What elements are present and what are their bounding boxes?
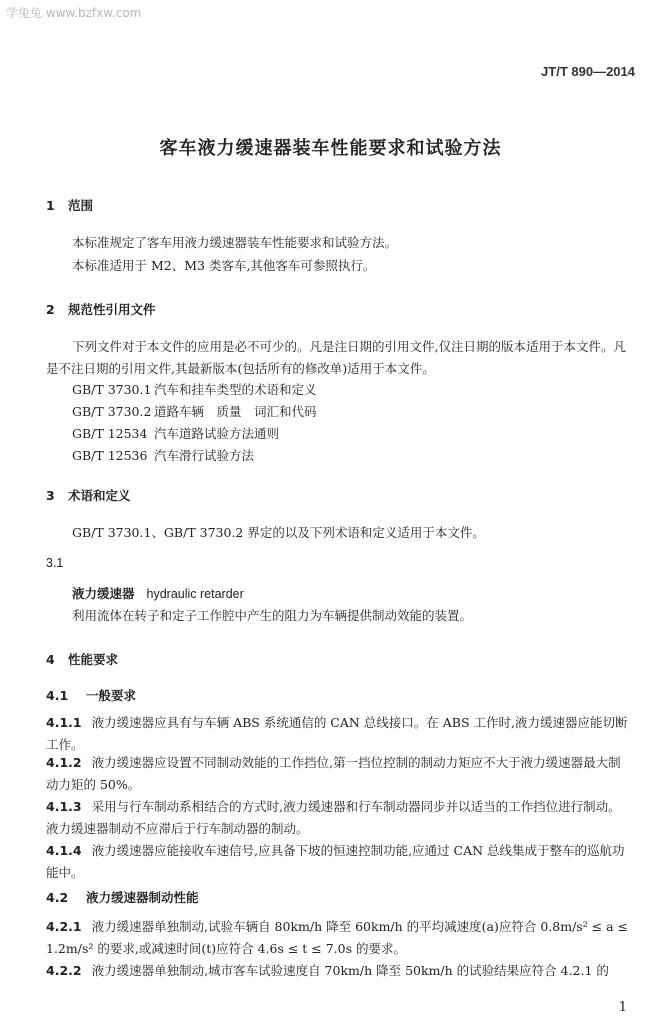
clause-text: 液力缓速器应设置不同制动效能的工作挡位,第一挡位控制的制动力矩应不大于液力缓速器最大制动力矩的 50%。 xyxy=(46,755,621,792)
clause-number: 4.1.3 xyxy=(46,799,82,814)
clause-text: 液力缓速器单独制动,城市客车试验速度自 70km/h 降至 50km/h 的试验结果应符合 4.2.1 的 xyxy=(91,963,609,978)
section-4-heading xyxy=(46,650,118,668)
clause-4-1-4 xyxy=(46,840,633,884)
reference-name: 汽车滑行试验方法 xyxy=(154,448,255,463)
section-number: 3 xyxy=(46,488,55,503)
watermark: 学兔兔 www.bzfxw.com xyxy=(6,6,142,20)
clause-4-1-3 xyxy=(46,796,633,840)
subclause-number: 3.1 xyxy=(46,556,64,570)
clause-4-2-1 xyxy=(46,916,633,960)
clause-text: 液力缓速器单独制动,试验车辆自 80km/h 降至 60km/h 的平均减速度(a)应符合 0.8m/s² ≤ a ≤ 1.2m/s² 的要求,或减速时间(t)应符合 4.6s ≤ t ≤ 7.0s 的要求。 xyxy=(46,919,629,956)
section-number: 2 xyxy=(46,302,55,317)
clause-number: 4.1.1 xyxy=(46,715,82,730)
section-number: 1 xyxy=(46,198,55,213)
page-title: 客车液力缓速器装车性能要求和试验方法 xyxy=(159,138,502,159)
reference-name: 道路车辆 质量 词汇和代码 xyxy=(154,404,317,419)
subsection-title: 一般要求 xyxy=(86,688,137,703)
reference-code: GB/T 3730.1 xyxy=(72,382,152,397)
term xyxy=(72,584,244,604)
clause-text: 液力缓速器应能接收车速信号,应具备下坡的恒速控制功能,应通过 CAN 总线集成于整车的巡航功能中。 xyxy=(46,843,625,880)
reference-name: 汽车道路试验方法通则 xyxy=(154,426,280,441)
reference-name: 汽车和挂车类型的术语和定义 xyxy=(154,382,317,397)
term-english: hydraulic retarder xyxy=(146,587,244,601)
clause-4-1-2 xyxy=(46,752,633,796)
section-title: 范围 xyxy=(68,198,94,213)
reference-item xyxy=(72,380,317,400)
reference-item xyxy=(72,402,317,422)
paragraph: GB/T 3730.1、GB/T 3730.2 界定的以及下列术语和定义适用于本文件。 xyxy=(72,525,485,540)
clause-text: 采用与行车制动系相结合的方式时,液力缓速器和行车制动器同步并以适当的工作挡位进行制动。液力缓速器制动不应滞后于行车制动器的制动。 xyxy=(46,799,621,836)
clause-number: 4.1.4 xyxy=(46,843,82,858)
subsection-title: 液力缓速器制动性能 xyxy=(86,890,199,905)
paragraph: 本标准适用于 M2、M3 类客车,其他客车可参照执行。 xyxy=(72,258,376,273)
subsection-number: 4.1 xyxy=(46,688,69,703)
reference-code: GB/T 12536 xyxy=(72,448,148,463)
term-definition: 利用流体在转子和定子工作腔中产生的阻力为车辆提供制动效能的装置。 xyxy=(72,608,473,623)
subsection-4-1-heading xyxy=(46,686,136,704)
reference-code: GB/T 3730.2 xyxy=(72,404,152,419)
section-3-heading xyxy=(46,486,131,504)
term-chinese: 液力缓速器 xyxy=(72,586,135,601)
section-title: 性能要求 xyxy=(68,652,119,667)
clause-4-2-2 xyxy=(46,960,633,982)
paragraph: 下列文件对于本文件的应用是必不可少的。凡是注日期的引用文件,仅注日期的版本适用于本文件。凡是不注日期的引用文件,其最新版本(包括所有的修改单)适用于本文件。 xyxy=(46,339,626,376)
clause-number: 4.1.2 xyxy=(46,755,82,770)
reference-item xyxy=(72,424,279,444)
reference-code: GB/T 12534 xyxy=(72,426,148,441)
section-1-heading xyxy=(46,196,93,214)
standard-number: JT/T 890—2014 xyxy=(541,64,635,79)
clause-4-1-1 xyxy=(46,712,633,756)
page-number: 1 xyxy=(618,1000,627,1015)
subsection-4-2-heading xyxy=(46,888,199,906)
section-title: 术语和定义 xyxy=(68,488,131,503)
clause-number: 4.2.1 xyxy=(46,919,82,934)
section-number: 4 xyxy=(46,652,55,667)
section-title: 规范性引用文件 xyxy=(68,302,156,317)
paragraph: 本标准规定了客车用液力缓速器装车性能要求和试验方法。 xyxy=(72,235,398,250)
subsection-number: 4.2 xyxy=(46,890,69,905)
reference-item xyxy=(72,446,254,466)
clause-number: 4.2.2 xyxy=(46,963,82,978)
clause-text: 液力缓速器应具有与车辆 ABS 系统通信的 CAN 总线接口。在 ABS 工作时,液力缓速器应能切断工作。 xyxy=(46,715,628,752)
section-2-heading xyxy=(46,300,156,318)
